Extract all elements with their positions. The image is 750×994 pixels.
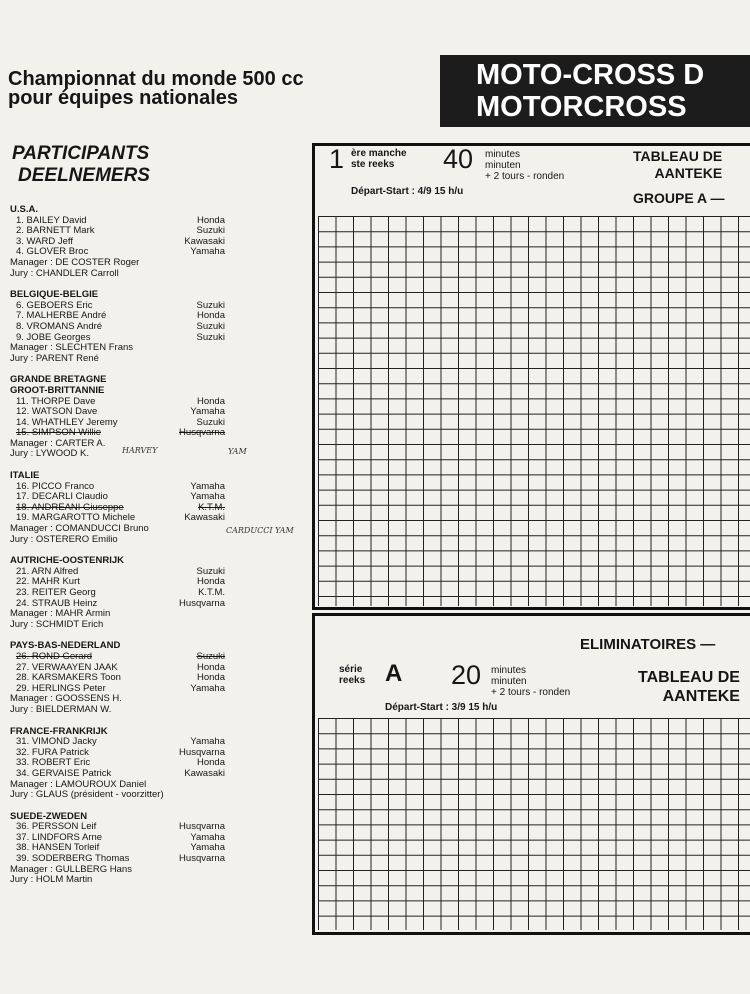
rider-name: 29. HERLINGS Peter <box>16 682 106 694</box>
team-name: AUTRICHE-OOSTENRIJK <box>10 555 125 567</box>
rider-make: Yamaha <box>190 831 225 843</box>
handwritten-note: YAM <box>228 447 247 456</box>
rider-make: Honda <box>197 395 225 407</box>
ere-manche: ère manche <box>351 148 407 159</box>
tableau-heading <box>638 668 740 706</box>
rider-name: 1. BAILEY David <box>16 214 87 226</box>
tableau-fr: TABLEAU DE <box>638 669 740 686</box>
team-manager: Manager : SLECHTEN Frans <box>10 342 134 354</box>
rider-name: 32. FURA Patrick <box>16 746 89 758</box>
team-jury: Jury : LYWOOD K. <box>10 448 90 460</box>
team-jury: Jury : OSTERERO Emilio <box>10 533 118 545</box>
team-block <box>10 556 225 630</box>
rider-make: Honda <box>197 576 225 588</box>
rider-make: Suzuki <box>196 331 225 343</box>
rider-name: 9. JOBE Georges <box>16 331 91 343</box>
team-block <box>10 290 225 364</box>
rider-make: K.T.M. <box>198 501 225 513</box>
team-name: GRANDE BRETAGNE <box>10 374 107 386</box>
rider-name: 22. MAHR Kurt <box>16 576 80 588</box>
rider-make: Suzuki <box>196 416 225 428</box>
rider-name: 17. DECARLI Claudio <box>16 491 108 503</box>
serie-nl: reeks <box>339 675 366 686</box>
rider-make: Honda <box>197 672 225 684</box>
rider-name: 37. LINDFORS Arne <box>16 831 103 843</box>
rider-name: 28. KARSMAKERS Toon <box>16 672 121 684</box>
team-name: U.S.A. <box>10 204 38 215</box>
rider-make: Yamaha <box>190 246 225 258</box>
rider-name: 12. WATSON Dave <box>16 406 98 418</box>
rider-make: Suzuki <box>196 565 225 577</box>
rider-row <box>10 652 225 663</box>
start-time: Départ-Start : 4/9 15 h/u <box>351 186 464 197</box>
rider-make: Yamaha <box>190 842 225 854</box>
serie-letter: A <box>385 660 403 687</box>
rider-name: 21. ARN Alfred <box>16 565 79 577</box>
eliminatoires-label: ELIMINATOIRES — <box>580 636 716 653</box>
rider-make: Husqvarna <box>179 853 225 865</box>
rider-name: 23. REITER Georg <box>16 587 96 598</box>
rider-make: Yamaha <box>190 682 225 694</box>
rider-name: 34. GERVAISE Patrick <box>16 767 112 779</box>
rider-name: 3. WARD Jeff <box>16 235 74 247</box>
banner-line-2: MOTORCROSS <box>476 91 687 123</box>
participants-nl: DEELNEMERS <box>18 165 150 186</box>
rider-make: Kawasaki <box>184 512 225 524</box>
tableau-fr: TABLEAU DE <box>633 148 723 164</box>
rider-make: Suzuki <box>196 225 225 237</box>
team-block <box>10 375 225 460</box>
rider-name: 7. MALHERBE André <box>16 310 107 322</box>
duration-units <box>485 149 564 182</box>
duration-value: 20 <box>451 660 482 690</box>
team-jury: Jury : BIELDERMAN W. <box>10 703 112 715</box>
team-name: SUEDE-ZWEDEN <box>10 810 88 822</box>
team-jury: Jury : GLAUS (président - voorzitter) <box>10 789 164 801</box>
rider-make: Honda <box>197 661 225 673</box>
extra-laps: + 2 tours - ronden <box>491 687 571 698</box>
team-jury: Jury : PARENT René <box>10 352 99 364</box>
minutes-fr: minutes <box>491 665 527 676</box>
minutes-fr: minutes <box>485 149 521 160</box>
rider-name: 4. GLOVER Broc <box>16 246 89 258</box>
rider-name: 33. ROBERT Eric <box>16 757 91 769</box>
rider-make: Suzuki <box>196 650 225 662</box>
team-name: PAYS-BAS-NEDERLAND <box>10 640 121 652</box>
minutes-nl: minuten <box>491 676 527 687</box>
tableau-nl: AANTEKE <box>654 165 723 181</box>
team-manager: Manager : GOOSSENS H. <box>10 693 122 705</box>
race-panel-2 <box>312 613 750 935</box>
handwritten-note: HARVEY <box>122 446 158 455</box>
team-name: ITALIE <box>10 470 40 482</box>
rider-make: Husqvarna <box>179 821 225 833</box>
rider-make: Suzuki <box>196 320 225 332</box>
banner-line-1: MOTO-CROSS D <box>476 59 705 91</box>
banner <box>440 55 750 127</box>
rider-name: 18. ANDREANI Giuseppe <box>16 501 124 513</box>
rider-make: Honda <box>197 310 225 322</box>
rider-name: 38. HANSEN Torleif <box>16 842 100 854</box>
serie-label <box>339 664 365 686</box>
rider-name: 36. PERSSON Leif <box>16 821 97 833</box>
team-manager: Manager : MAHR Armin <box>10 608 111 620</box>
extra-laps: + 2 tours - ronden <box>485 171 565 182</box>
team-manager: Manager : COMANDUCCI Bruno <box>10 523 149 535</box>
rider-name: 27. VERWAAYEN JAAK <box>16 661 118 673</box>
rider-name: 11. THORPE Dave <box>16 395 96 407</box>
race-number: 1 <box>329 144 345 174</box>
rider-name: 2. BARNETT Mark <box>16 225 95 237</box>
team-name-nl: GROOT-BRITTANNIE <box>10 384 105 396</box>
rider-row <box>10 769 225 780</box>
team-block <box>10 471 225 545</box>
title-line-1: Championnat du monde 500 cc <box>8 68 304 90</box>
participants-fr: PARTICIPANTS <box>12 143 150 164</box>
team-block <box>10 641 225 715</box>
race-panel-1 <box>312 143 750 610</box>
rider-name: 24. STRAUB Heinz <box>16 597 98 609</box>
rider-name: 16. PICCO Franco <box>16 480 95 492</box>
participants-heading <box>12 143 150 187</box>
team-name: FRANCE-FRANKRIJK <box>10 725 108 737</box>
rider-row <box>10 588 225 599</box>
race-label <box>351 148 407 170</box>
team-block <box>10 727 225 801</box>
team-manager: Manager : CARTER A. <box>10 437 106 449</box>
team-name: BELGIQUE-BELGIE <box>10 289 99 301</box>
team-jury: Jury : CHANDLER Carroll <box>10 267 119 279</box>
rider-name: 6. GEBOERS Eric <box>16 299 93 311</box>
team-jury: Jury : SCHMIDT Erich <box>10 618 104 630</box>
lap-grid-2 <box>318 718 750 930</box>
rider-make: Husqvarna <box>179 746 225 758</box>
rider-make: Husqvarna <box>179 427 225 439</box>
rider-make: Honda <box>197 757 225 769</box>
team-list <box>10 205 225 897</box>
start-time: Départ-Start : 3/9 15 h/u <box>385 702 498 713</box>
tableau-heading <box>633 148 722 182</box>
team-block <box>10 812 225 886</box>
rider-name: 39. SODERBERG Thomas <box>16 853 130 865</box>
ste-reeks: ste reeks <box>351 159 395 170</box>
rider-make: Husqvarna <box>179 597 225 609</box>
duration-units <box>491 665 570 698</box>
rider-make: Yamaha <box>190 480 225 492</box>
rider-make: Suzuki <box>196 299 225 311</box>
lap-grid-1 <box>318 216 750 606</box>
rider-name: 8. VROMANS André <box>16 320 103 332</box>
serie-fr: série <box>339 664 363 675</box>
duration-value: 40 <box>443 144 474 174</box>
rider-make: Kawasaki <box>184 235 225 247</box>
rider-name: 26. ROND Gerard <box>16 650 93 662</box>
rider-name: 15. SIMPSON Willie <box>16 427 101 439</box>
rider-make: Kawasaki <box>184 767 225 779</box>
rider-make: Honda <box>197 214 225 226</box>
rider-make: Yamaha <box>190 736 225 748</box>
rider-name: 19. MARGAROTTO Michele <box>16 512 136 524</box>
rider-make: Yamaha <box>190 406 225 418</box>
rider-make: Yamaha <box>190 491 225 503</box>
groupe-label: GROUPE A — <box>633 190 725 206</box>
page-title <box>8 70 304 108</box>
title-line-2: pour équipes nationales <box>8 87 239 109</box>
team-manager: Manager : DE COSTER Roger <box>10 256 140 268</box>
team-manager: Manager : GULLBERG Hans <box>10 863 132 875</box>
handwritten-note: CARDUCCI YAM <box>226 526 294 535</box>
rider-row <box>10 322 225 333</box>
rider-make: K.T.M. <box>198 587 225 598</box>
rider-name: 14. WHATHLEY Jeremy <box>16 416 118 428</box>
minutes-nl: minuten <box>485 160 521 171</box>
rider-name: 31. VIMOND Jacky <box>16 736 97 748</box>
team-jury: Jury : HOLM Martin <box>10 874 93 886</box>
team-block <box>10 205 225 279</box>
team-manager: Manager : LAMOUROUX Daniel <box>10 778 147 790</box>
tableau-nl: AANTEKE <box>662 688 740 705</box>
